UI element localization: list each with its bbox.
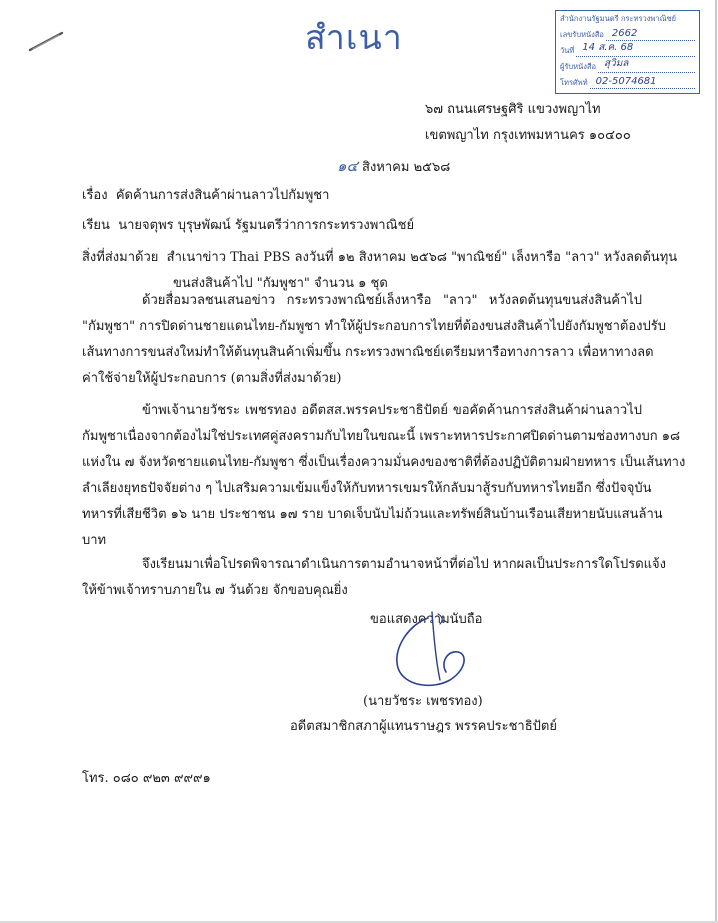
paragraph-line: ลำเลียงยุทธปัจจัยต่าง ๆ ไปเสริมความเข้มแข็งให้กับทหารเขมรให้กลับมาสู้รบกับทหารไทยอีก ซึ่งปัจจุบัน — [82, 481, 652, 496]
receipt-stamp — [555, 10, 700, 94]
subject-line — [82, 184, 329, 205]
paragraph-line: ให้ข้าพเจ้าทราบภายใน ๗ วันด้วย จักขอบคุณยิ่ง — [82, 583, 348, 598]
receipt-stamp-row — [560, 73, 695, 89]
recipient-line — [82, 214, 414, 235]
receipt-stamp-row — [560, 57, 695, 73]
receipt-stamp-value: 2662 — [611, 28, 638, 39]
receipt-stamp-value: 14 ส.ค. 68 — [582, 42, 634, 53]
body-paragraph-1 — [82, 288, 666, 392]
page-edge-right — [715, 0, 717, 923]
body-paragraph-2 — [82, 398, 686, 554]
enclosure-label: สิ่งที่ส่งมาด้วย — [82, 250, 159, 265]
receipt-stamp-value: สุวิมล — [604, 58, 629, 69]
subject-text: คัดค้านการส่งสินค้าผ่านลาวไปกัมพูชา — [115, 188, 330, 203]
recipient-text: นายจตุพร บุรุษพัฒน์ รัฐมนตรีว่าการกระทรวงพาณิชย์ — [118, 218, 415, 233]
receipt-stamp-value: 02-5074681 — [595, 76, 657, 87]
date-day-handwritten: ๑๔ — [337, 157, 358, 175]
subject-label: เรื่อง — [82, 188, 108, 203]
receipt-stamp-row — [560, 25, 695, 41]
receipt-stamp-label: เลขรับหนังสือ — [560, 30, 604, 39]
paragraph-line: ทหารที่เสียชีวิต ๑๖ นาย ประชาชน ๑๗ ราย บาดเจ็บนับไม่ถ้วนและทรัพย์สินบ้านเรือนเสียหายนับแสนล้าน — [82, 507, 663, 522]
paragraph-line: บาท — [82, 533, 107, 548]
paragraph-line: เส้นทางการขนส่งใหม่ทำให้ต้นทุนสินค้าเพิ่มขึ้น กระทรวงพาณิชย์เตรียมหารือทางการลาว เพื่อหาทางลด — [82, 345, 654, 360]
paragraph-line: กัมพูชาเนื่องจากต้องไม่ใช่ประเทศคู่สงครามกับไทยในขณะนี้ เพราะทหารประกาศปิดด่านตามช่องทางบก ๑๘ — [82, 429, 681, 444]
enclosure-line1 — [82, 246, 677, 267]
receipt-stamp-label: ผู้รับหนังสือ — [560, 62, 596, 71]
closing-text: ขอแสดงความนับถือ — [370, 612, 483, 627]
signer-title: อดีตสมาชิกสภาผู้แทนราษฎร พรรคประชาธิปัตย์ — [290, 719, 557, 734]
enclosure-line2: ขนส่งสินค้าไป "กัมพูชา" จำนวน ๑ ชุด — [173, 276, 388, 291]
receipt-stamp-org: สำนักงานรัฐมนตรี กระทรวงพาณิชย์ — [560, 14, 677, 23]
paragraph-line: ค่าใช้จ่ายให้ผู้ประกอบการ (ตามสิ่งที่ส่งมาด้วย) — [82, 371, 342, 386]
enclosure-text: สำเนาข่าว Thai PBS ลงวันที่ ๑๒ สิงหาคม ๒๕๖๘ "พาณิชย์" เล็งหารือ "ลาว" หวังลดต้นทุน — [166, 250, 678, 265]
contact-phone: โทร. ๐๘๐ ๙๒๓ ๙๙๙๑ — [82, 771, 211, 786]
paragraph-line: "กัมพูชา" การปิดด่านชายแดนไทย-กัมพูชา ทำให้ผู้ประกอบการไทยที่ต้องขนส่งสินค้าไปยังกัมพูชาต้องปรับ — [82, 319, 666, 334]
pen-scratch-mark — [28, 30, 64, 52]
paragraph-line: แห่งใน ๗ จังหวัดชายแดนไทย-กัมพูชา ซึ่งเป็นเรื่องความมั่นคงของชาติที่ต้องปฏิบัติตามฝ่ายทหาร เป็นเส้นทาง — [82, 455, 686, 470]
receipt-stamp-label: โทรศัพท์ — [560, 78, 588, 87]
date-month-year: สิงหาคม ๒๕๖๘ — [362, 160, 451, 175]
body-paragraph-3 — [82, 552, 666, 604]
paragraph-line: ข้าพเจ้านายวัชระ เพชรทอง อดีตสส.พรรคประชาธิปัตย์ ขอคัดค้านการส่งสินค้าผ่านลาวไป — [142, 403, 642, 418]
paragraph-line: ด้วยสื่อมวลชนเสนอข่าว กระทรวงพาณิชย์เล็งหารือ "ลาว" หวังลดต้นทุนขนส่งสินค้าไป — [142, 293, 642, 308]
signer-name: (นายวัชระ เพชรทอง) — [363, 694, 483, 709]
handwritten-signature — [380, 610, 490, 694]
receipt-stamp-label: วันที่ — [560, 46, 575, 55]
receipt-stamp-row — [560, 41, 695, 57]
recipient-label: เรียน — [82, 218, 110, 233]
sender-address-line1: ๖๗ ถนนเศรษฐศิริ แขวงพญาไท — [425, 102, 601, 117]
copy-stamp: สำเนา — [305, 18, 403, 58]
sender-address-line2: เขตพญาไท กรุงเทพมหานคร ๑๐๔๐๐ — [425, 128, 631, 143]
paragraph-line: จึงเรียนมาเพื่อโปรดพิจารณาดำเนินการตามอำนาจหน้าที่ต่อไป หากผลเป็นประการใดโปรดแจ้ง — [142, 557, 666, 572]
letter-date — [337, 154, 450, 178]
